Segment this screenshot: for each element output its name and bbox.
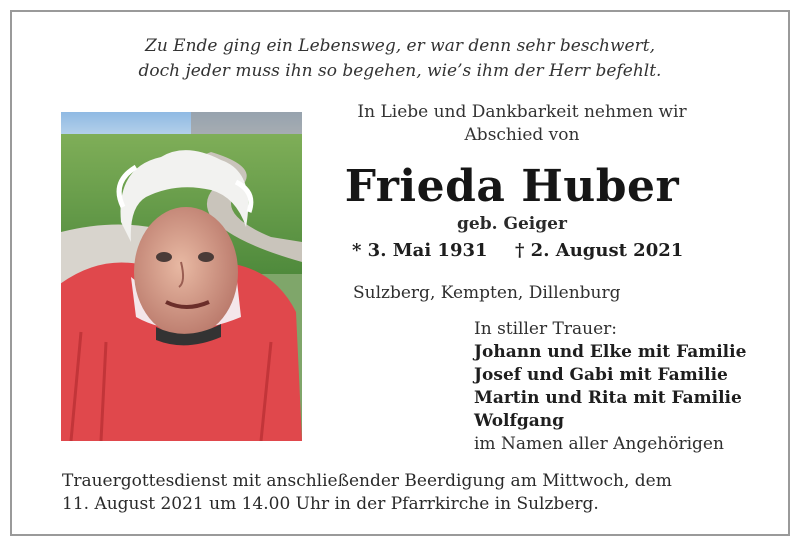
intro-text: [322, 101, 722, 147]
deceased-name: Frieda Huber: [344, 161, 680, 212]
intro-line-1: In Liebe und Dankbarkeit nehmen wir: [357, 102, 687, 122]
mourner-family: Johann und Elke mit Familie: [474, 342, 747, 362]
mourner-family: Wolfgang: [474, 411, 564, 431]
mourners-heading: In stiller Trauer:: [474, 319, 617, 339]
life-dates: [352, 239, 684, 263]
residence-places: Sulzberg, Kempten, Dillenburg: [353, 283, 621, 303]
birth-date: * 3. Mai 1931: [352, 240, 488, 261]
motto-line-2: doch jeder muss ihn so begehen, wie’s ihm der Herr befehlt.: [138, 61, 662, 81]
mourner-family: Josef und Gabi mit Familie: [474, 365, 728, 385]
mourners-closing: im Namen aller Angehörigen: [474, 434, 724, 454]
portrait-image: [61, 112, 302, 441]
service-line-2: 11. August 2021 um 14.00 Uhr in der Pfarrkirche in Sulzberg.: [62, 494, 599, 514]
mourner-family: Martin und Rita mit Familie: [474, 388, 742, 408]
service-line-1: Trauergottesdienst mit anschließender Beerdigung am Mittwoch, dem: [62, 471, 672, 491]
portrait-photo: [61, 112, 302, 441]
maiden-name: geb. Geiger: [457, 214, 567, 234]
funeral-service-info: [62, 470, 752, 516]
intro-line-2: Abschied von: [464, 125, 580, 145]
death-date: † 2. August 2021: [515, 240, 684, 261]
motto-verse: [0, 34, 800, 84]
mourners-list: [474, 318, 746, 456]
motto-line-1: Zu Ende ging ein Lebensweg, er war denn sehr beschwert,: [145, 36, 655, 56]
